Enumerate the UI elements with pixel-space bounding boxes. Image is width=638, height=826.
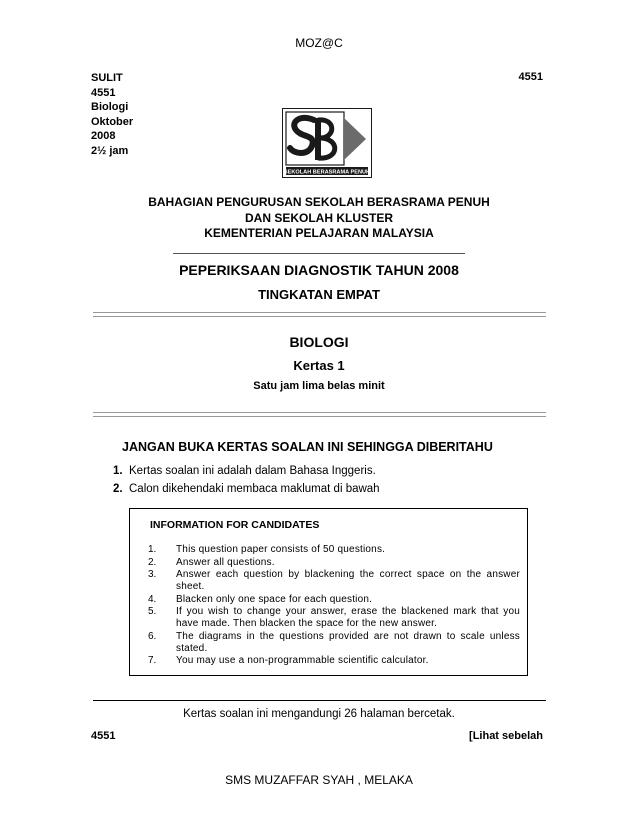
info-item [148, 606, 520, 630]
info-item-text: You may use a non-programmable scientific calculator. [176, 655, 429, 666]
instruction-item [113, 483, 380, 495]
school-name: SMS MUZAFFAR SYAH , MELAKA [225, 773, 413, 787]
divider-double-bottom [93, 412, 546, 417]
instruction-text: Kertas soalan ini adalah dalam Bahasa Inggeris. [129, 465, 376, 477]
info-item-number: 4. [148, 593, 157, 605]
meta-subject: Biologi [91, 101, 129, 113]
info-item-text: Answer all questions. [176, 556, 275, 568]
instruction-item [113, 465, 376, 477]
info-item-text: Blacken only one space for each question. [176, 593, 373, 605]
meta-sulit: SULIT [91, 72, 123, 84]
info-item-number: 7. [148, 655, 157, 666]
organization-block [0, 195, 638, 242]
org-line-3: KEMENTERIAN PELAJARAN MALAYSIA [204, 226, 434, 240]
info-item [148, 544, 520, 556]
duration-text: Satu jam lima belas minit [253, 380, 385, 392]
info-item [148, 631, 520, 655]
logo-caption: SEKOLAH BERASRAMA PENUH [283, 169, 371, 176]
info-item [148, 655, 520, 667]
info-item [148, 557, 520, 569]
org-line-1: BAHAGIAN PENGURUSAN SEKOLAH BERASRAMA PENUH [148, 195, 490, 209]
divider-solid [93, 700, 546, 701]
info-item [148, 594, 520, 606]
header-top-text: MOZ@C [295, 36, 343, 50]
paper-title: Kertas 1 [293, 358, 345, 373]
footer-code: 4551 [91, 730, 116, 742]
info-item-text: If you wish to change your answer, erase the blackened mark that you have made. Then blacken the space for the new answer. [176, 606, 520, 629]
info-item-text: Answer each question by blackening the correct space on the answer sheet. [176, 569, 520, 592]
sbp-logo [282, 108, 372, 178]
instruction-text: Calon dikehendaki membaca maklumat di bawah [129, 483, 380, 495]
meta-duration: 2½ jam [91, 144, 129, 157]
divider-thin [173, 253, 465, 254]
exam-form: TINGKATAN EMPAT [258, 287, 380, 302]
code-right: 4551 [518, 71, 543, 83]
instruction-number: 2. [113, 483, 123, 495]
info-box-list [148, 544, 520, 668]
exam-title: PEPERIKSAAN DIAGNOSTIK TAHUN 2008 [179, 262, 459, 278]
info-item-number: 3. [148, 569, 157, 580]
info-item-number: 2. [148, 556, 157, 568]
sbp-logo-icon [282, 108, 372, 178]
meta-code: 4551 [91, 86, 116, 99]
warning-text: JANGAN BUKA KERTAS SOALAN INI SEHINGGA DIBERITAHU [122, 440, 493, 454]
footer-next-page: [Lihat sebelah [469, 730, 543, 742]
divider-double-top [93, 312, 546, 317]
info-box-title: INFORMATION FOR CANDIDATES [150, 519, 320, 531]
meta-year: 2008 [91, 130, 116, 142]
subject-title: BIOLOGI [289, 334, 349, 350]
info-box [129, 508, 528, 676]
info-item-number: 1. [148, 544, 157, 555]
instruction-number: 1. [113, 465, 123, 477]
info-item-number: 6. [148, 630, 157, 642]
pages-note: Kertas soalan ini mengandungi 26 halaman bercetak. [183, 708, 455, 720]
info-item-number: 5. [148, 606, 157, 617]
info-item [148, 569, 520, 593]
info-item-text: The diagrams in the questions provided are not drawn to scale unless stated. [176, 630, 520, 654]
org-line-2: DAN SEKOLAH KLUSTER [244, 210, 393, 225]
info-item-text: This question paper consists of 50 questions. [176, 544, 386, 555]
meta-block [91, 71, 133, 158]
meta-month: Oktober [91, 115, 134, 128]
